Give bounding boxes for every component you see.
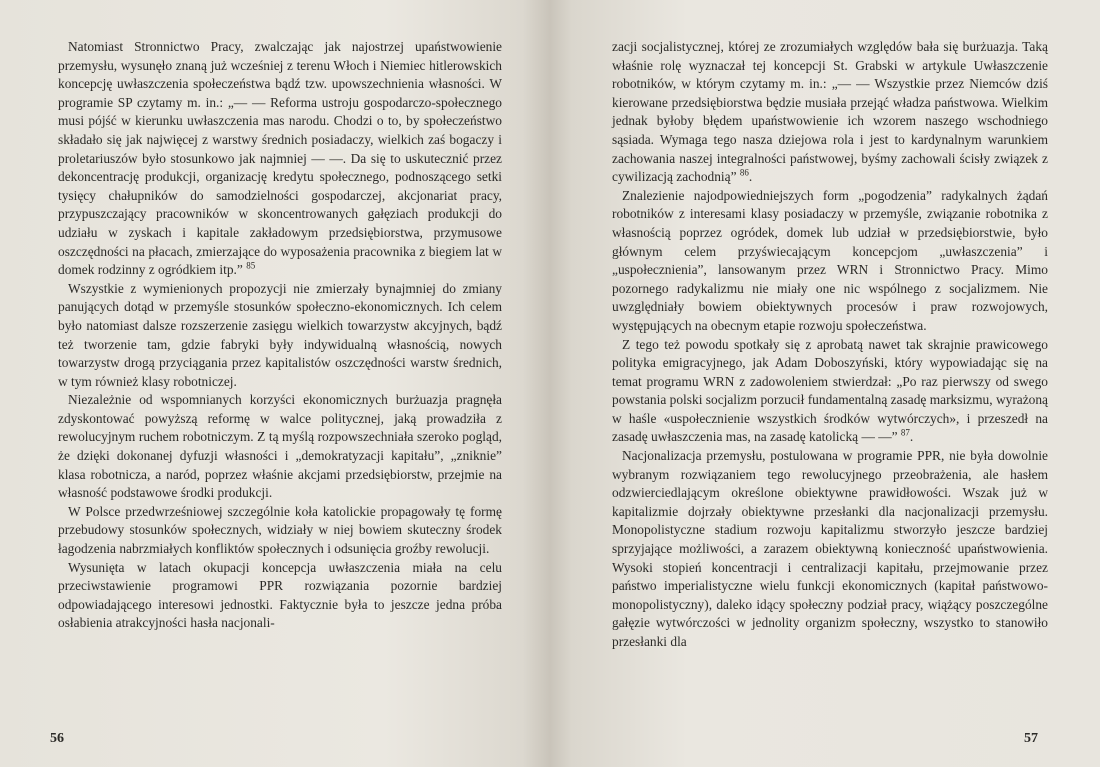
- paragraph-text: Natomiast Stronnictwo Pracy, zwalczając jak najostrzej upaństwowienie przemysłu, wysunęło znaną już wcześniej z terenu Włoch i Niemiec hitlerowskich koncepcję uwłaszczenia społeczeństwa bądź tzw. upowszechnienia własności. W programie SP czytamy m. in.: „— — Reforma ustroju gospodarczo-społecznego musi pójść w kierunku uwłaszczenia mas narodu. Chodzi o to, by społeczeństwo składało się jak najwięcej z warstwy średnich posiadaczy, wielkich zaś bogaczy i proletariuszów było stosunkowo jak najmniej — —. Da się to uskutecznić przez dekoncentrację produkcji, organizację kredytu społecznego, podnoszącego setki tysięcy chałupników do samodzielności gospodarczej, akcjonariat pracy, przypuszczający pracowników w skoncentrowanych gałęziach produkcji do udziału w zyskach i kapitale zakładowym przedsiębiorstwa, przymusowe oszczędności na płacach, zmierzające do wyposażenia pracownika z biegiem lat w domek rodzinny z ogródkiem itp.”: [58, 39, 502, 278]
- footnote-ref: 87: [900, 428, 910, 438]
- paragraph-text: Z tego też powodu spotkały się z aprobatą nawet tak skrajnie prawicowego polityka emigracyjnego, jak Adam Doboszyński, który wypowiadając się na temat programu WRN z zadowoleniem stwierdzał: „Po raz pierwszy od swego powstania polski socjalizm porzucił fundamentalną zasadę marksizmu, wyrażoną w haśle «uspołecznienie wszystkich środków wytwórczych», i przeszedł na zasadę uwłaszczenia mas, na zasadę katolicką — —”: [612, 336, 1048, 445]
- page-number: 57: [1024, 731, 1038, 746]
- paragraph: Wysunięta w latach okupacji koncepcja uwłaszczenia miała na celu przeciwstawienie programowi PPR rozwiązania pozornie bardziej odpowiadającego interesowi jednostki. Faktycznie była to jeszcze jedna próba osłabienia atrakcyjności hasła nacjonali-: [58, 559, 502, 631]
- paragraph: Niezależnie od wspomnianych korzyści ekonomicznych burżuazja pragnęła zdyskontować powyższą reformę w walce politycznej, jaką prowadziła z rewolucyjnym ruchem robotniczym. Z tą myślą rozpowszechniała szeroko pogląd, że dzięki dokonanej dyfuzji własności i „demokratyzacji kapitału”, „zniknie” klasa robotnicza, a naród, poprzez właśnie akcjami przedsiębiorstw, przejmie na własność podstawowe środki produkcji.: [58, 392, 502, 501]
- paragraph: Z tego też powodu spotkały się z aprobatą nawet tak skrajnie prawicowego polityka emigracyjnego, jak Adam Doboszyński, który wypowiadając się na temat programu WRN z zadowoleniem stwierdzał: „Po raz pierwszy od swego powstania polski socjalizm porzucił fundamentalną zasadę marksizmu, wyrażoną w haśle «uspołecznienie wszystkich środków wytwórczych», i przeszedł na zasadę uwłaszczenia mas, na zasadę katolicką — —” $^{87}$.: [612, 336, 1048, 445]
- right-page-text: [612, 38, 1048, 652]
- right-page: [550, 0, 1100, 767]
- page-number: 56: [50, 731, 64, 746]
- paragraph-text: zacji socjalistycznej, której ze zrozumiałych względów bała się burżuazja. Taką właśnie rolę wyznaczał tej koncepcji St. Grabski w artykule Uwłaszczenie robotników, w którym czytamy m. in.: „— — Wszystkie przez Niemców dziś kierowane przedsiębiorstwa będzie musiała przejąć władza państwowa. Wielkim jednak byłoby błędem upaństwowienie ich wzorem naszego wschodniego sąsiada. Wymaga tego nasza dziejowa rola i jest to kardynalnym warunkiem zachowania naszej integralności państwowej, byśmy zachowali ścisły związek z cywilizacją zachodnią”: [612, 39, 1048, 185]
- left-page-text: [58, 38, 502, 633]
- footnote-ref: 85: [246, 260, 256, 271]
- paragraph: Nacjonalizacja przemysłu, postulowana w programie PPR, nie była dowolnie wybranym rozwiązaniem tego rewolucyjnego przeobrażenia, ale hasłem odzwierciedlającym określone obiektywne prawidłowości. Wszak już w kapitalizmie dojrzały obiektywne przesłanki dla nacjonalizacji przemysłu. Monopolistyczne stadium rozwoju kapitalizmu stworzyło jeszcze bardziej sprzyjające możliwości, a zarazem obiektywną konieczność upaństwowienia. Wysoki stopień koncentracji i centralizacji kapitału, przejmowanie przez państwo imperialistyczne wielu funkcji ekonomicznych (kapitał państwowo-monopolistyczny), daleko idący społeczny podział pracy, wiążący poszczególne gałęzie wytwórczości w jednolity organizm społeczny, wszystko to stanowiło przesłanki dla: [612, 448, 1048, 649]
- paragraph: zacji socjalistycznej, której ze zrozumiałych względów bała się burżuazja. Taką właśnie rolę wyznaczał tej koncepcji St. Grabski w artykule Uwłaszczenie robotników, w którym czytamy m. in.: „— — Wszystkie przez Niemców dziś kierowane przedsiębiorstwa będzie musiała przejąć władza państwowa. Wielkim jednak byłoby błędem upaństwowienie ich wzorem naszego wschodniego sąsiada. Wymaga tego nasza dziejowa rola i jest to kardynalnym warunkiem zachowania naszej integralności państwowej, byśmy zachowali ścisły związek z cywilizacją zachodnią” $^{86}$.: [612, 39, 1048, 185]
- paragraph: Wszystkie z wymienionych propozycji nie zmierzały bynajmniej do zmiany panujących dotąd w przemyśle stosunków społeczno-ekonomicznych. Ich celem było natomiast dalsze rozszerzenie zasięgu wielkich towarzystw akcyjnych, bądź też tworzenie tam, gdzie fabryki były indywidualną własnością, nowych towarzystw drogą przyciągania przez kapitalistów oszczędności warstw średnich, w tym również klasy robotniczej.: [58, 280, 502, 389]
- paragraph: [58, 38, 502, 280]
- paragraph: W Polsce przedwrześniowej szczególnie koła katolickie propagowały tę formę przebudowy stosunków społecznych, widziały w niej bowiem skuteczny środek łagodzenia nabrzmiałych konfliktów społecznych i odsunięcia groźby rewolucji.: [58, 503, 502, 557]
- footnote-ref: 86: [739, 167, 749, 178]
- paragraph: Znalezienie najodpowiedniejszych form „pogodzenia” radykalnych żądań robotników z interesami klasy posiadaczy w przemyśle, związanie robotnika z własnością poprzez ogródek, domek lub udział w przedsiębiorstwie, było głównym celem przyświecającym koncepcjom „uwłaszczenia” i „uspołecznienia”, lansowanym przez WRN i Stronnictwo Pracy. Mimo pozornego radykalizmu nie miały one nic wspólnego z socjalizmem. Nie uwzględniały bowiem obiektywnych procesów i praw rozwojowych, występujących na obecnym etapie rozwoju społeczeństwa.: [612, 187, 1048, 333]
